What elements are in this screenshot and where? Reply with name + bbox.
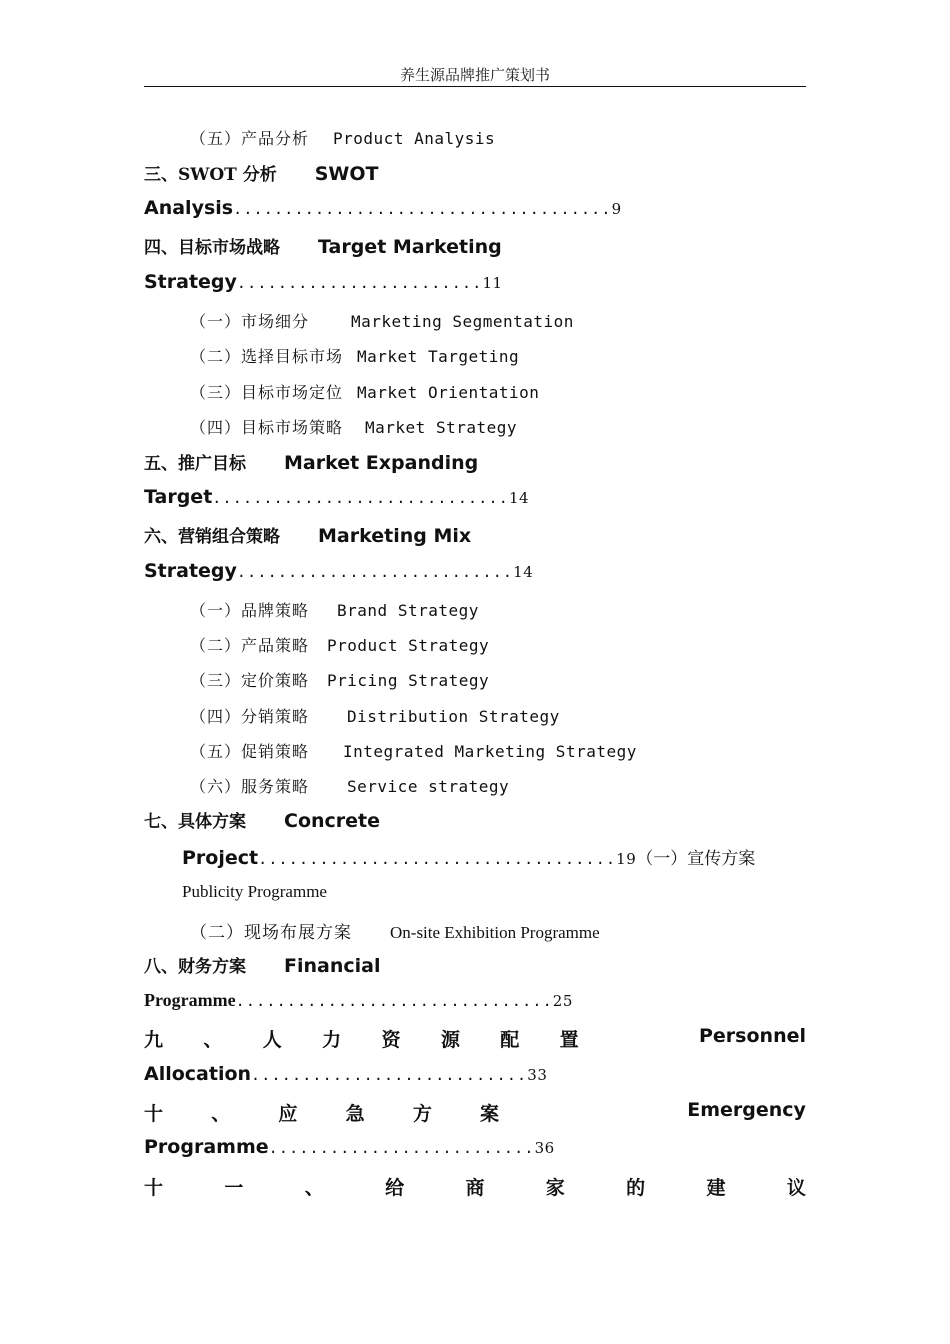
toc-entry-market-targeting[interactable]: （二）选择目标市场 Market Targeting <box>190 347 520 366</box>
toc-entry-market-orientation[interactable]: （三）目标市场定位 Market Orientation <box>190 383 540 402</box>
toc-entry-integrated-marketing-strategy[interactable]: （五）促销策略 Integrated Marketing Strategy <box>190 742 637 761</box>
toc-entry-target-marketing-cont[interactable]: Strategy........................11 <box>144 271 503 293</box>
page-number: 33 <box>527 1066 548 1084</box>
page-number: 11 <box>482 274 503 292</box>
page-number: 9 <box>611 200 622 218</box>
toc-entry-product-strategy[interactable]: （二）产品策略 Product Strategy <box>190 636 490 655</box>
toc-entry-service-strategy[interactable]: （六）服务策略 Service strategy <box>190 777 510 796</box>
toc-entry-marketing-segmentation[interactable]: （一）市场细分 Marketing Segmentation <box>190 312 574 331</box>
page-number: 14 <box>508 489 530 507</box>
toc-entry-concrete-project-cont[interactable]: Project...................................19（一）宣传方案 <box>182 847 756 869</box>
toc-entry-financial-programme-cont[interactable]: Programme...............................25 <box>144 990 573 1010</box>
toc-entry-marketing-mix-cont[interactable]: Strategy...........................14 <box>144 560 534 582</box>
toc-entry-market-strategy[interactable]: （四）目标市场策略 Market Strategy <box>190 418 518 437</box>
running-header: 养生源品牌推广策划书 <box>399 66 550 84</box>
page-number: 25 <box>552 992 573 1010</box>
toc-entry-publicity-programme[interactable]: Publicity Programme <box>182 882 327 901</box>
toc-entry-personnel-allocation-cont[interactable]: Allocation...........................33 <box>144 1063 548 1085</box>
toc-entry-onsite-exhibition[interactable]: （二）现场布展方案 On-site Exhibition Programme <box>190 923 600 943</box>
toc-entry-emergency-programme-cont[interactable]: Programme..........................36 <box>144 1136 555 1158</box>
toc-entry-financial-programme[interactable]: 八、财务方案 Financial <box>144 955 381 977</box>
toc-entry-swot-analysis-cont[interactable]: Analysis.....................................9 <box>144 197 622 219</box>
page-number: 14 <box>513 563 534 581</box>
toc-entry-brand-strategy[interactable]: （一）品牌策略 Brand Strategy <box>190 601 479 620</box>
page-number: 19 <box>616 850 637 868</box>
header-rule <box>144 86 806 87</box>
toc-entry-merchant-suggestions[interactable]: 十 一 、 给 商 家 的 建 议 <box>144 1177 806 1199</box>
toc-entry-market-expanding[interactable]: 五、推广目标 Market Expanding <box>144 452 479 474</box>
toc-entry-personnel-allocation[interactable]: 九 、 人 力 资 源 配 置 Personnel <box>144 1025 806 1051</box>
toc-entry-distribution-strategy[interactable]: （四）分销策略 Distribution Strategy <box>190 707 560 726</box>
toc-entry-market-expanding-cont[interactable]: Target.............................14 <box>144 486 530 508</box>
toc-entry-product-analysis[interactable]: （五）产品分析 Product Analysis <box>190 129 496 148</box>
toc-entry-concrete-project[interactable]: 七、具体方案 Concrete <box>144 810 381 832</box>
toc-entry-target-marketing[interactable]: 四、目标市场战略 Target Marketing <box>144 236 502 258</box>
toc-entry-swot-analysis[interactable]: 三、SWOT 分析 SWOT <box>144 163 379 185</box>
toc-entry-emergency-programme[interactable]: 十 、 应 急 方 案 Emergency <box>144 1099 806 1125</box>
page-number: 36 <box>534 1139 555 1157</box>
toc-entry-pricing-strategy[interactable]: （三）定价策略 Pricing Strategy <box>190 671 490 690</box>
toc-entry-marketing-mix[interactable]: 六、营销组合策略 Marketing Mix <box>144 525 472 547</box>
